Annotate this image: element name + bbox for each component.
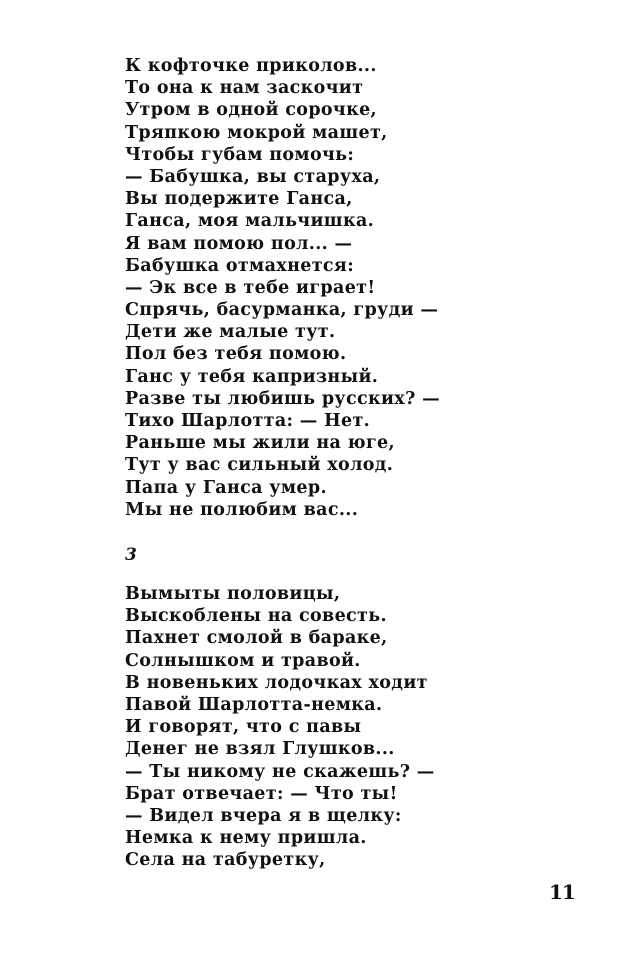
page-number: 11: [549, 880, 575, 904]
poem-stanza-2: [125, 583, 565, 871]
poem-line: Села на табуретку,: [125, 850, 326, 871]
poem-line: Пахнет смолой в бараке,: [125, 628, 388, 649]
poem-line: Солнышком и травой.: [125, 650, 361, 671]
poem-line: Разве ты любишь русских? —: [125, 388, 440, 409]
poem-line: Павой Шарлотта-немка.: [125, 694, 383, 715]
poem-line: Брат отвечает: — Что ты!: [125, 783, 398, 804]
poem-line: Дети же малые тут.: [125, 322, 336, 343]
poem-line: — Бабушка, вы старуха,: [125, 166, 381, 187]
poem-line: Спрячь, басурманка, груди —: [125, 300, 439, 321]
poem-line: Ганса, моя мальчишка.: [125, 211, 375, 232]
poem-line: В новеньких лодочках ходит: [125, 672, 428, 693]
poem-line: Мы не полюбим вас...: [125, 499, 359, 520]
poem-line: — Эк все в тебе играет!: [125, 277, 376, 298]
poem-line: Ганс у тебя капризный.: [125, 366, 379, 387]
poem-line: Чтобы губам помочь:: [125, 144, 355, 165]
poem-line: Раньше мы жили на юге,: [125, 433, 395, 454]
poem-line: Папа у Ганса умер.: [125, 477, 327, 498]
poem-line: — Ты никому не скажешь? —: [125, 761, 435, 782]
poem-line: Тряпкою мокрой машет,: [125, 122, 388, 143]
poem-line: Пол без тебя помою.: [125, 344, 347, 365]
poem-line: Тихо Шарлотта: — Нет.: [125, 411, 371, 431]
poem-line: Выскоблены на совесть.: [125, 606, 387, 627]
poem-line: Тут у вас сильный холод.: [125, 455, 394, 476]
poem-line: И говорят, что с павы: [125, 717, 362, 738]
poem-line: К кофточке приколов...: [125, 56, 377, 76]
poem-stanza-1: [125, 55, 565, 521]
poem-line: Я вам помою пол... —: [125, 233, 353, 254]
poem-line: Денег не взял Глушков...: [125, 739, 395, 760]
poem-line: Немка к нему пришла.: [125, 828, 367, 849]
poem-line: Вы подержите Ганса,: [125, 189, 353, 210]
poem-line: — Видел вчера я в щелку:: [125, 805, 402, 826]
poem-line: Бабушка отмахнется:: [125, 255, 355, 276]
section-number: 3: [125, 545, 137, 565]
poem-line: То она к нам заскочит: [125, 78, 364, 99]
poem-line: Утром в одной сорочке,: [125, 100, 377, 121]
poem-line: Вымыты половицы,: [125, 584, 341, 604]
